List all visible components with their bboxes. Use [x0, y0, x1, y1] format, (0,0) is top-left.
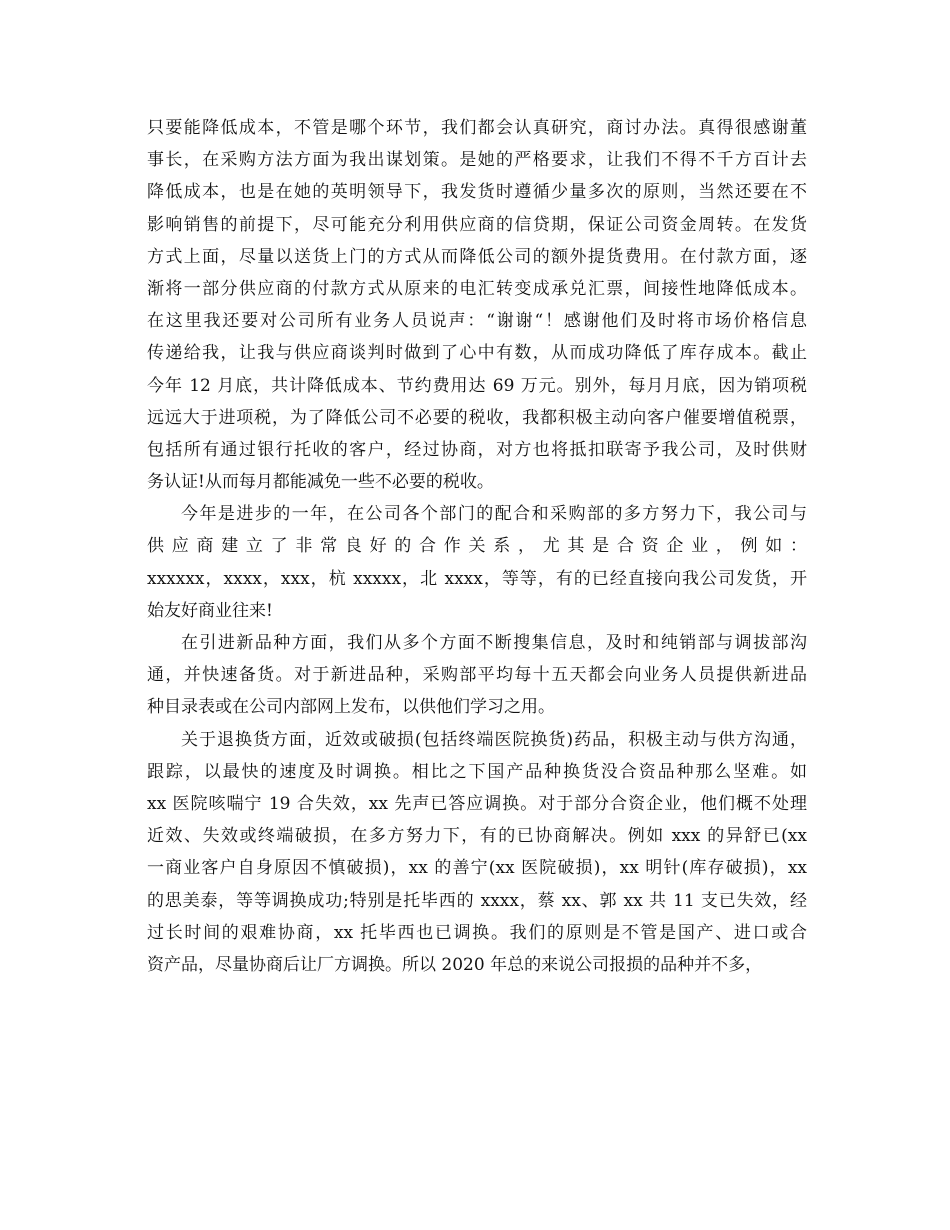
text-line: 今年 12 月底，共计降低成本、节约费用达 69 万元。别外，每月月底，因为销项税 [147, 375, 807, 396]
text-line: 只要能降低成本，不管是哪个环节，我们都会认真研究，商讨办法。真得很感谢董 [147, 118, 807, 138]
text-line: 事长，在采购方法方面为我出谋划策。是她的严格要求，让我们不得不千方百计去 [147, 150, 807, 171]
text-line: xx 医院咳喘宁 19 合失效，xx 先声已答应调换。对于部分合资企业，他们概不处理 [147, 793, 807, 814]
text-line: 影响销售的前提下，尽可能充分利用供应商的信贷期，保证公司资金周转。在发货 [147, 214, 807, 235]
text-line: 资产品，尽量协商后让厂方调换。所以 2020 年总的来说公司报损的品种并不多， [147, 954, 763, 975]
text-line: 传递给我，让我与供应商谈判时做到了心中有数，从而成功降低了库存成本。截止 [147, 343, 807, 364]
paragraph-new-products [147, 627, 807, 724]
text-line: 在引进新品种方面，我们从多个方面不断搜集信息，及时和纯销部与调拔部沟 [181, 633, 807, 653]
text-line: 供应商建立了非常良好的合作关系，尤其是合资企业，例如： [147, 536, 807, 557]
text-line: 在这里我还要对公司所有业务人员说声：“谢谢“！感谢他们及时将市场价格信息 [147, 311, 807, 332]
text-line: 跟踪，以最快的速度及时调换。相比之下国产品种换货没合资品种那么坚难。如 [147, 761, 807, 782]
text-line: 务认证!从而每月都能减免一些不必要的税收。 [147, 472, 494, 493]
paragraph-supplier-relations [147, 498, 807, 627]
paragraph-cost-reduction [147, 112, 807, 498]
text-line: 通，并快速备货。对于新进品种，采购部平均每十五天都会向业务人员提供新进品 [147, 665, 807, 686]
text-line: 始友好商业往来! [147, 600, 273, 621]
text-line: 包括所有通过银行托收的客户，经过协商，对方也将抵扣联寄予我公司，及时供财 [147, 439, 807, 460]
text-line: 近效、失效或终端破损，在多方努力下，有的已协商解决。例如 xxx 的异舒已(xx [147, 826, 807, 847]
text-line: 渐将一部分供应商的付款方式从原来的电汇转变成承兑汇票，间接性地降低成本。 [147, 278, 807, 299]
text-line: 关于退换货方面，近效或破损(包括终端医院换货)药品，积极主动与供方沟通， [181, 729, 807, 750]
text-line: 远远大于进项税，为了降低公司不必要的税收，我都积极主动向客户催要增值税票， [147, 407, 807, 428]
text-line: 种目录表或在公司内部网上发布，以供他们学习之用。 [147, 697, 555, 718]
text-line: 方式上面，尽量以送货上门的方式从而降低公司的额外提货费用。在付款方面，逐 [147, 246, 807, 267]
text-line: 今年是进步的一年，在公司各个部门的配合和采购部的多方努力下，我公司与 [181, 504, 807, 525]
document-body [147, 112, 807, 981]
text-line: 的思美泰，等等调换成功;特别是托毕西的 xxxx，蔡 xx、郭 xx 共 11 支已失效，经 [147, 890, 807, 911]
text-line: 降低成本，也是在她的英明领导下，我发货时遵循少量多次的原则，当然还要在不 [147, 182, 807, 203]
text-line: 过长时间的艰难协商，xx 托毕西也已调换。我们的原则是不管是国产、进口或合 [147, 922, 807, 943]
paragraph-returns-exchange [147, 724, 807, 982]
text-line: 一商业客户自身原因不慎破损)，xx 的善宁(xx 医院破损)，xx 明针(库存破损)，xx [147, 858, 807, 879]
text-line: xxxxxx，xxxx，xxx，杭 xxxxx，北 xxxx，等等，有的已经直接向我公司发货，开 [147, 568, 807, 589]
